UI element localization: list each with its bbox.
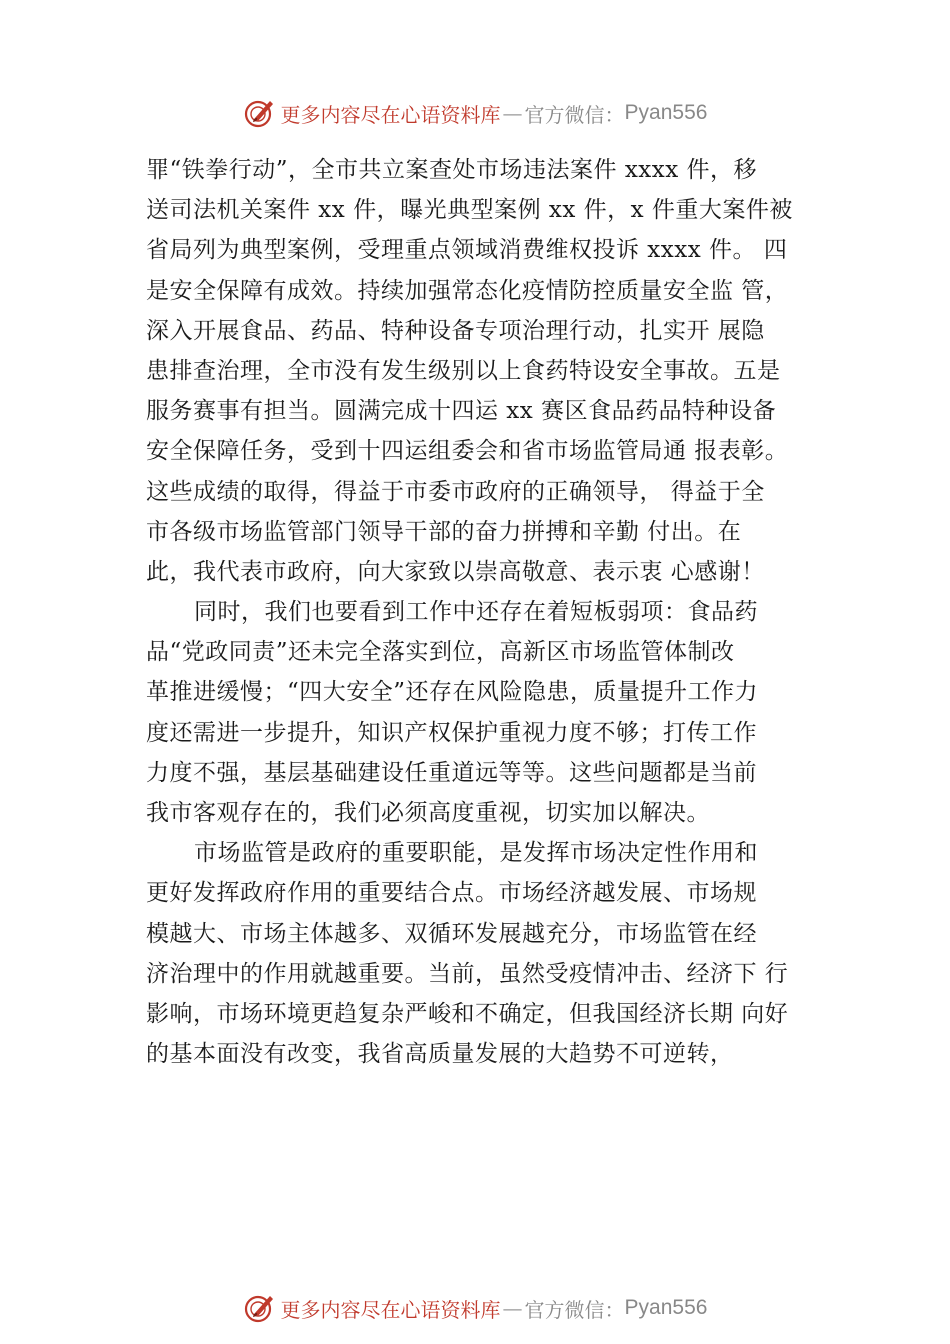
body-line: 安全保障任务，受到十四运组委会和省市场监管局通 报表彰。 [146, 438, 789, 465]
body-line: 深入开展食品、药品、特种设备专项治理行动，扎实开 展隐 [146, 317, 765, 344]
body-line: 是安全保障有成效。持续加强常态化疫情防控质量安全监 管， [146, 277, 789, 304]
body-line: 度还需进一步提升，知识产权保护重视力度不够；打传工作 [146, 719, 757, 746]
body-line: 济治理中的作用就越重要。当前，虽然受疫情冲击、经济下 行 [146, 960, 789, 987]
body-line: 市各级市场监管部门领导干部的奋力拼搏和辛勤 付出。在 [146, 518, 742, 545]
body-line: 这些成绩的取得，得益于市委市政府的正确领导， 得益于全 [146, 478, 765, 505]
brush-logo-icon [243, 96, 277, 130]
body-line: 服务赛事有担当。圆满完成十四运 xx 赛区食品药品特种设备 [146, 398, 777, 425]
body-line: 患排查治理，全市没有发生级别以上食药特设安全事故。五是 [146, 357, 781, 384]
banner-dash: — [502, 101, 523, 125]
banner-wechat-label: 官方微信： [524, 102, 625, 127]
body-line: 品“党政同责”还未完全落实到位，高新区市场监管体制改 [146, 639, 735, 666]
paragraph-start-line: 同时，我们也要看到工作中还存在着短板弱项：食品药 [194, 599, 758, 626]
body-line: 我市客观存在的，我们必须高度重视，切实加以解决。 [146, 800, 710, 826]
body-line: 此，我代表市政府，向大家致以崇高敬意、表示衷 心感谢！ [146, 558, 765, 585]
body-line: 模越大、市场主体越多、双循环发展越充分，市场监管在经 [146, 920, 757, 947]
body-line: 送司法机关案件 xx 件，曝光典型案例 xx 件，x 件重大案件被 [146, 197, 793, 224]
header-banner [0, 93, 950, 133]
banner-dash: — [502, 1296, 523, 1320]
banner-wechat-id: Pyan556 [624, 101, 708, 124]
body-line: 的基本面没有改变，我省高质量发展的大趋势不可逆转， [146, 1041, 734, 1068]
body-line: 省局列为典型案例，受理重点领域消费维权投诉 xxxx 件。 四 [146, 237, 788, 264]
document-body [146, 150, 836, 1074]
body-line: 革推进缓慢；“四大安全”还存在风险隐患，质量提升工作力 [146, 679, 759, 706]
body-line: 罪“铁拳行动”，全市共立案查处市场违法案件 xxxx 件，移 [146, 157, 758, 183]
banner-slogan: 更多内容尽在心语资料库 [280, 1297, 501, 1322]
body-line: 力度不强，基层基础建设任重道远等等。这些问题都是当前 [146, 759, 757, 786]
banner-slogan: 更多内容尽在心语资料库 [280, 102, 501, 127]
body-line: 更好发挥政府作用的重要结合点。市场经济越发展、市场规 [146, 880, 757, 907]
body-line: 影响，市场环境更趋复杂严峻和不确定，但我国经济长期 向好 [146, 1000, 789, 1027]
brush-logo-icon [243, 1291, 277, 1325]
banner-wechat-label: 官方微信： [524, 1297, 625, 1322]
footer-banner [0, 1288, 950, 1328]
paragraph-start-line: 市场监管是政府的重要职能，是发挥市场决定性作用和 [194, 840, 758, 867]
banner-wechat-id: Pyan556 [624, 1296, 708, 1319]
